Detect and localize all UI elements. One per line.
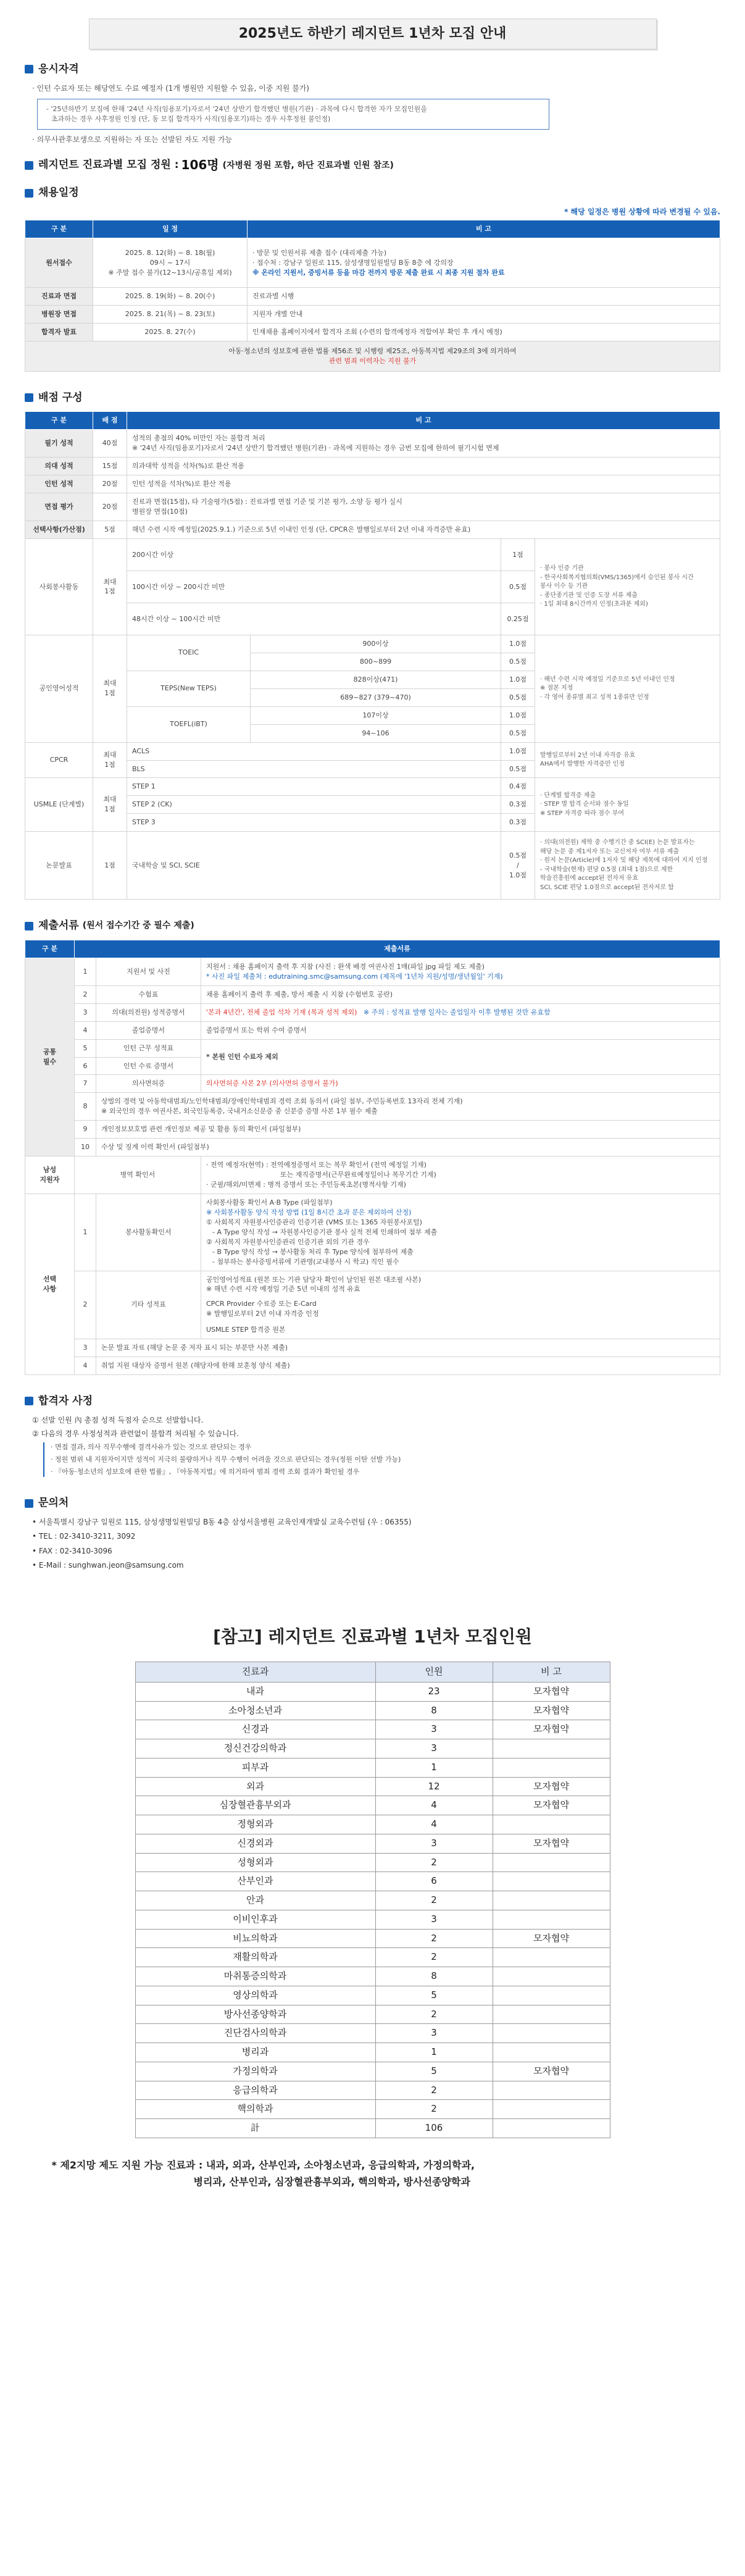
department-note: 모자협약 [493,1796,610,1815]
table-row: 9 개인정보보호법 관련 개인정보 제공 및 활용 동의 확인서 (파일첨부) [25,1121,720,1139]
table-row [135,1682,610,1701]
table-row [135,1758,610,1777]
table-row [135,2024,610,2043]
department-name: 영상의학과 [135,1986,375,2005]
notice-box [37,99,549,130]
schedule-note: * 해당 일정은 병원 상황에 따라 변경될 수 있음. [564,207,720,216]
table-header: 구 분 [25,220,93,238]
department-note [493,1853,610,1872]
table-row [135,2005,610,2024]
table-row: 남성 지원자 병역 확인서 · 전역 예정자(현역) : 전역예정증명서 또는 복무 확인서 (전역 예정일 기재) 또는 재직증명서(근무완료예정일이나 복무기간 기재) · 군필/해외/미면제 : 병적 증명서 또는 주민등록초본(병적사항 기재) [25,1156,720,1194]
table-row: USMLE (단계별) 최대 1점 STEP 1 0.4점 · 단계별 합격증 제출 · STEP 별 합격 순서와 점수 동일 ※ STEP 자격증 따라 점수 부여 [25,778,720,796]
contact-email[interactable]: • E-Mail : sunghwan.jeon@samsung.com [32,1560,720,1571]
table-row [135,1910,610,1929]
section-heading: 배점 구성 [38,391,83,404]
table-row [135,1796,610,1815]
section-heading: 합격자 사정 [38,1395,93,1408]
department-note [493,2081,610,2100]
department-name: 재활의학과 [135,1948,375,1967]
table-row: 병원장 면접 2025. 8. 21(목) ~ 8. 23(토) 지원자 개별 안내 [25,306,720,324]
table-row: 선택 사항 1 봉사활동확인서 사회봉사활동 확인서 A·B Type (파일첨부) ※ 사회봉사활동 양식 작성 방법 (1일 8시간 초과 분은 제외하여 산정) ① 사회복지 자원봉사인증관리 인증기관 (VMS 또는 1365 자원봉사포털) - A Type 양식 작성 → 자원봉사인증기관 봉사 실적 전체 인쇄하여 첨부 제출 ② 사회복지 자원봉사인증관리 인증기관 외의 기관 경우 - B Type 양식 작성 → 봉사활동 처리 후 Type 양식에 첨부하여 제출 - 첨부하는 봉사증빙서류에 기관명(교내봉사 시 학교) 직인 필수 [25,1194,720,1271]
department-note [493,1948,610,1967]
department-note: 모자협약 [493,1929,610,1948]
department-count: 4 [375,1815,493,1834]
reference-title: [참고] 레지던트 진료과별 1년차 모집인원 [213,1626,532,1647]
department-count: 3 [375,2024,493,2043]
department-note [493,1967,610,1986]
documents-section: 제출서류 (원서 접수기간 중 필수 제출) 구 분 제출서류 공통 필수 1 지원서 및 사진 지원서 : 채용 홈페이지 출력 후 지참 (사진 : 완색 배경 여권사진 1매(파일 jpg 파일 제도 제출) * 사진 파일 제출처 : edutraining.smc@samsung.com (제목에 '1년차 지원/성명/생년월일' 기재) 2 수험표 채용 홈페이지 출력 후 제출, 방서 제출 시 지참 (수험번호 공란) 3 의대(의전원) 성적증명서 '본과 4년간', 전체 졸업 석차 기재 (복과 성적 제외) ※ 주의 : 성적표 발행 일자는 졸업일자 이후 발행된 것만 유효함 4 졸업증명서 졸업증명서 또는 학위 수여 증명서 5 인턴 근무 성적표 * 본원 인턴 수료자 제외 6 인턴 수료 증명서 7 의사면허증 의사면허증 사본 2부 (의사면허 증명서 불가) 8 상벌의 경력 및 아동학대범죄/노인학대범죄/장애인학대범죄 경력 조회 동의서 (파일 첨부, 주민등록번호 13자리 전체 기재) ※ 외국인의 경우 여권사본, 외국인등록증, 국내거소신문증 중 신분증 증명 사본 1부 필수 제출 9 개인정보보호법 관련 개인정보 제공 및 활용 동의 확인서 (파일첨부) 10 수상 및 징계 이력 확인서 (파일첨부) 남성 지원자 병역 확인서 · 전역 예정자(현역) : 전역예정증명서 또는 복무 확인서 (전역 예정일 기재) 또는 재직증명서(근무완료예정일이나 복무기간 기재) · 군필/해외/미면제 : 병적 증명서 또는 주민등록초본(병적사항 기재) 선택 사항 1 봉사활동확인서 사회봉사활동 확인서 A·B Type (파일첨부) ※ 사회봉사활동 양식 작성 방법 (1일 8시간 초과 분은 제외하여 산정) ① 사회복지 자원봉사인증관리 인증기관 (VMS 또는 1365 자원봉사포털) - A Type 양식 작성 → 자원봉사인증기관 봉사 실적 전체 인쇄하여 첨부 제출 ② 사회복지 자원봉사인증관리 인증기관 외의 기관 경우 - B Type 양식 작성 → 봉사활동 처리 후 Type 양식에 첨부하여 제출 - 첨부하는 봉사증빙서류에 기관명(교내봉사 시 학교) 직인 필수 2 기타 성적표 공인영어성적표 (원본 또는 기관 담당자 확인이 날인된 원본 대조필 사본) ※ 해년 수련 시작 예정일 기준 5년 이내의 성적 유효 CPCR Provider 수료증 또는 E-Card ※ 발행일로부터 2년 이내 자격증 인정 USMLE STEP 합격증 원본 3 논문 발표 자료 (해당 논문 중 저자 표시 되는 부분만 사본 제출) 4 취업 지원 대상자 증명서 원본 (해당자에 한해 보훈청 양식 제출) [25,918,720,1375]
department-name: 피부과 [135,1758,375,1777]
department-name: 핵의학과 [135,2100,375,2119]
department-note: 모자협약 [493,1682,610,1701]
quota-note: (자병원 정원 포함, 하단 진료과별 인원 참조) [222,160,394,170]
department-count: 8 [375,1967,493,1986]
department-name: 외과 [135,1777,375,1796]
department-name: 진단검사의학과 [135,2024,375,2043]
table-row [135,2062,610,2081]
qualification-bullet: · 인턴 수료자 또는 해당연도 수료 예정자 (1개 병원만 지원할 수 있음, 이중 지원 불가) [32,83,720,94]
department-note [493,1758,610,1777]
table-row: 6 인턴 수료 증명서 [25,1057,720,1075]
table-row: 합격자 발표 2025. 8. 27(수) 인재채용 홈페이지에서 합격자 조회 (수련의 합격예정자 적합여부 확인 후 개시 예정) [25,324,720,341]
contact-address: • 서울특별시 강남구 일원로 115, 삼성생명일원빌딩 B동 4층 삼성서울병원 교육인재개발실 교육수련팀 (우 : 06355) [32,1517,720,1528]
department-count: 5 [375,2062,493,2081]
department-note [493,2119,610,2138]
table-row [135,2081,610,2100]
scoring-table: 구 분 배 점 비 고 필기 성적 40점 성적의 총점의 40% 미만인 자는 불합격 처리 ※ '24년 사직(임용포기)자로서 '24년 상반기 합격했던 병원(기관) · 과목에 지원하는 경우 금번 모집에 한하여 필기시험 면제 의대 성적 15점 의과대학 성적을 석차(%)로 환산 적용 인턴 성적 20점 인턴 성적을 석차(%)로 환산 적용 면접 평가 20점 진료과 면접(15점), 타 기술평가(5점) : 진료과별 면접 기준 및 기본 평가, 소양 등 평가 실시 병원장 면접(10점) 선택사항(가산점) 5점 해년 수련 시작 예정일(2025.9.1.) 기준으로 5년 이내인 인정 (단, CPCR은 발행일로부터 2년 이내 자격증만 유효) 사회봉사활동 최대 1점 200시간 이상 1점 · 봉사 인증 기관 - 한국사회복지협의회(VMS/1365)에서 승인된 봉사 시간 봉사 이수 등 기관 - 종단종기관 및 인증 도장 서류 제출 · 1일 최대 8시간까지 인정(초과분 제외) 100시간 이상 ~ 200시간 미만 0.5점 48시간 이상 ~ 100시간 미만 0.25점 공인영어성적 최대 1점 TOEIC 900이상 1.0점 · 해년 수련 시작 예정일 기준으로 5년 이내인 인정 ※ 점본 지정 · 각 영어 종류별 최고 성적 1종류만 인정 800~899 0.5점 TEPS(New TEPS) 828이상(471) 1.0점 689~827 (379~470) 0.5점 TOEFL(iBT) 107이상 1.0점 94~106 0.5점 CPCR 최대 1점 ACLS 1.0점 발행일로부터 2년 이내 자격증 유효 AHA에서 발행한 자격증만 인정 BLS 0.5점 USMLE (단계별) 최대 1점 STEP 1 0.4점 · 단계별 합격증 제출 · STEP 별 합격 순서와 점수 동일 ※ STEP 자격증 따라 점수 부여 STEP 2 (CK) 0.3점 STEP 3 0.3점 논문발표 1점 국내학술 및 SCI, SCIE 0.5점 / 1.0점 · 의대(의전원) 제학 중 수행기간 중 SCI(E) 논문 발표자는 해당 논문 중 제1저자 또는 교신저자 여부 서류 제출 · 원저 논문(Article)에 1저자 및 해당 제목에 대하여 지지 인정 - 국내학술(현재) 편당 0.5점 (최대 1점)으로 제한 학술진흥원에 accept된 전자저 유효 SCI, SCIE 편당 1.0점으로 accept된 전자저로 함 [25,411,720,900]
table-row [135,1872,610,1891]
section-marker-icon [25,1397,33,1405]
section-heading: 채용일정 [38,186,79,199]
section-marker-icon [25,189,33,198]
table-row: 의대 성적 15점 의과대학 성적을 석차(%)로 환산 적용 [25,458,720,475]
department-note: 모자협약 [493,2062,610,2081]
documents-table: 구 분 제출서류 공통 필수 1 지원서 및 사진 지원서 : 채용 홈페이지 출력 후 지참 (사진 : 완색 배경 여권사진 1매(파일 jpg 파일 제도 제출) * 사진 파일 제출처 : edutraining.smc@samsung.com (제목에 '1년차 지원/성명/생년월일' 기재) 2 수험표 채용 홈페이지 출력 후 제출, 방서 제출 시 지참 (수험번호 공란) 3 의대(의전원) 성적증명서 '본과 4년간', 전체 졸업 석차 기재 (복과 성적 제외) ※ 주의 : 성적표 발행 일자는 졸업일자 이후 발행된 것만 유효함 4 졸업증명서 졸업증명서 또는 학위 수여 증명서 5 인턴 근무 성적표 * 본원 인턴 수료자 제외 6 인턴 수료 증명서 7 의사면허증 의사면허증 사본 2부 (의사면허 증명서 불가) 8 상벌의 경력 및 아동학대범죄/노인학대범죄/장애인학대범죄 경력 조회 동의서 (파일 첨부, 주민등록번호 13자리 전체 기재) ※ 외국인의 경우 여권사본, 외국인등록증, 국내거소신문증 중 신분증 증명 사본 1부 필수 제출 9 개인정보보호법 관련 개인정보 제공 및 활용 동의 확인서 (파일첨부) 10 수상 및 징계 이력 확인서 (파일첨부) 남성 지원자 병역 확인서 · 전역 예정자(현역) : 전역예정증명서 또는 복무 확인서 (전역 예정일 기재) 또는 재직증명서(근무완료예정일이나 복무기간 기재) · 군필/해외/미면제 : 병적 증명서 또는 주민등록초본(병적사항 기재) 선택 사항 1 봉사활동확인서 사회봉사활동 확인서 A·B Type (파일첨부) ※ 사회봉사활동 양식 작성 방법 (1일 8시간 초과 분은 제외하여 산정) ① 사회복지 자원봉사인증관리 인증기관 (VMS 또는 1365 자원봉사포털) - A Type 양식 작성 → 자원봉사인증기관 봉사 실적 전체 인쇄하여 첨부 제출 ② 사회복지 자원봉사인증관리 인증기관 외의 기관 경우 - B Type 양식 작성 → 봉사활동 처리 후 Type 양식에 첨부하여 제출 - 첨부하는 봉사증빙서류에 기관명(교내봉사 시 학교) 직인 필수 2 기타 성적표 공인영어성적표 (원본 또는 기관 담당자 확인이 날인된 원본 대조필 사본) ※ 해년 수련 시작 예정일 기준 5년 이내의 성적 유효 CPCR Provider 수료증 또는 E-Card ※ 발행일로부터 2년 이내 자격증 인정 USMLE STEP 합격증 원본 3 논문 발표 자료 (해당 논문 중 저자 표시 되는 부분만 사본 제출) 4 취업 지원 대상자 증명서 원본 (해당자에 한해 보훈청 양식 제출) [25,940,720,1375]
department-count: 2 [375,1853,493,1872]
section-marker-icon [25,393,33,402]
table-header: 일 정 [93,220,248,238]
department-name: 가정의학과 [135,2062,375,2081]
department-count: 23 [375,1682,493,1701]
department-note [493,1872,610,1891]
department-count: 8 [375,1701,493,1720]
department-name: 내과 [135,1682,375,1701]
table-row: 원서접수 2025. 8. 12(화) ~ 8. 18(월) 09시 ~ 17시 ※ 주말 접수 불가(12~13시/공휴일 제외) · 방문 및 인원서류 제출 접수 (대리제출 가능) · 접수처 : 강남구 일원로 115, 삼성생명일원빌딩 B동 8층 에 강의장 ※ 온라인 지원서, 증빙서류 등을 마감 전까지 방문 제출 완료 시 최종 지원 절차 완료 [25,238,720,288]
notice-line: - '25년하반기 모집에 한해 '24년 사직(임용포기)자로서 '24년 상반기 합격했던 병원(기관) · 과목에 다시 합격한 자가 모집인원을 [46,104,427,113]
department-name: 안과 [135,1891,375,1910]
contact-list [25,1517,720,1571]
department-name: 정신건강의학과 [135,1739,375,1758]
table-row [135,1948,610,1967]
reference-table: 진료과 인원 비 고 내과 23 모자협약 소아청소년과 8 모자협약 신경과 3 모자협약 정신건강의학과 3 피부과 1 외과 12 모자협약 심장혈관흉부외과 4 모자협약 정형외과 4 신경외과 3 모자협약 성형외과 2 산부인과 6 안과 2 이비인후과 3 비뇨의학과 2 모자협약 재활의학과 2 마취통증의학과 8 영상의학과 5 방사선종양학과 2 진단검사의학과 3 병리과 1 가정의학과 5 모자협약 응급의학과 2 핵의학과 2 計 106 [135,1662,610,2138]
table-row: 선택사항(가산점) 5점 해년 수련 시작 예정일(2025.9.1.) 기준으로 5년 이내인 인정 (단, CPCR은 발행일로부터 2년 이내 자격증만 유효) [25,521,720,539]
table-row: 4 취업 지원 대상자 증명서 원본 (해당자에 한해 보훈청 양식 제출) [25,1357,720,1375]
department-note [493,2100,610,2119]
department-note [493,1986,610,2005]
section-heading: 레지던트 진료과별 모집 정원 : [38,159,179,172]
table-row: 인턴 성적 20점 인턴 성적을 석차(%)로 환산 적용 [25,475,720,493]
department-count: 3 [375,1720,493,1739]
section-marker-icon [25,65,33,73]
schedule-footnote: 아동·청소년의 성보호에 관한 법률 제56조 및 시행령 제25조, 아동복지법 제29조의 3에 의거하여 관련 범죄 이력자는 지원 불가 [25,341,720,372]
department-count: 2 [375,1929,493,1948]
table-row: 100시간 이상 ~ 200시간 미만 0.5점 [25,571,720,603]
department-note: 모자협약 [493,1720,610,1739]
page-title: 2025년도 하반기 레지던트 1년차 모집 안내 [89,19,657,49]
department-count: 12 [375,1777,493,1796]
table-row [135,1739,610,1758]
contact-section [25,1495,720,1571]
department-name: 산부인과 [135,1872,375,1891]
table-row: 논문발표 1점 국내학술 및 SCI, SCIE 0.5점 / 1.0점 · 의대(의전원) 제학 중 수행기간 중 SCI(E) 논문 발표자는 해당 논문 중 제1저자 또는 교신저자 여부 서류 제출 · 원저 논문(Article)에 1저자 및 해당 제목에 대하여 지지 인정 - 국내학술(현재) 편당 0.5점 (최대 1점)으로 제한 학술진흥원에 accept된 전자저 유효 SCI, SCIE 편당 1.0점으로 accept된 전자저로 함 [25,832,720,900]
department-count: 1 [375,1758,493,1777]
qualification-bullet: · 의무사관후보생으로 지원하는 자 또는 선발된 자도 지원 가능 [32,135,720,145]
table-row: CPCR 최대 1점 ACLS 1.0점 발행일로부터 2년 이내 자격증 유효 AHA에서 발행한 자격증만 인정 [25,742,720,760]
department-count: 3 [375,1910,493,1929]
table-row [135,1720,610,1739]
table-row [135,2100,610,2119]
department-note [493,2024,610,2043]
department-count: 3 [375,1834,493,1853]
section-heading: 제출서류 [38,919,79,932]
department-note [493,2043,610,2062]
contact-fax: • FAX : 02-3410-3096 [32,1546,720,1557]
table-row: 공통 필수 1 지원서 및 사진 지원서 : 채용 홈페이지 출력 후 지참 (사진 : 완색 배경 여권사진 1매(파일 jpg 파일 제도 제출) * 사진 파일 제출처 : edutraining.smc@samsung.com (제목에 '1년차 지원/성명/생년월일' 기재) [25,958,720,985]
department-note [493,1815,610,1834]
department-count: 6 [375,1872,493,1891]
department-name: 마취통증의학과 [135,1967,375,1986]
department-name: 성형외과 [135,1853,375,1872]
section-marker-icon [25,1499,33,1508]
department-name: 방사선종양학과 [135,2005,375,2024]
table-row [135,1929,610,1948]
department-name: 計 [135,2119,375,2138]
table-row: 사회봉사활동 최대 1점 200시간 이상 1점 · 봉사 인증 기관 - 한국사회복지협의회(VMS/1365)에서 승인된 봉사 시간 봉사 이수 등 기관 - 종단종기관 및 인증 도장 서류 제출 · 1일 최대 8시간까지 인정(초과분 제외) [25,538,720,571]
table-row: 7 의사면허증 의사면허증 사본 2부 (의사면허 증명서 불가) [25,1075,720,1093]
table-row [135,1853,610,1872]
table-row [135,1815,610,1834]
table-row: 5 인턴 근무 성적표 * 본원 인턴 수료자 제외 [25,1039,720,1057]
quota-section [25,156,720,174]
quota-count: 106명 [181,157,219,173]
section-marker-icon [25,922,33,930]
table-row: 10 수상 및 징계 이력 확인서 (파일첨부) [25,1139,720,1156]
table-row: 48시간 이상 ~ 100시간 미만 0.25점 [25,603,720,635]
department-count: 2 [375,2005,493,2024]
department-name: 이비인후과 [135,1910,375,1929]
table-row: 진료과 면접 2025. 8. 19(화) ~ 8. 20(수) 진료과별 시행 [25,288,720,306]
department-count: 4 [375,1796,493,1815]
section-marker-icon [25,161,33,170]
qualification-section [25,62,720,145]
pass-section: 합격자 사정 ① 선발 인원 內 총점 성적 득점자 순으로 선발합니다. ② 다음의 경우 사정성적과 관련없이 불합격 처리될 수 있습니다. · 면접 결과, 의사 직무수행에 결격사유가 있는 것으로 판단되는 경우 · 정원 범위 내 지원자이지만 성적이 지극히 불량하거나 직무 수행이 어려울 것으로 판단되는 경우(정원 이탄 선발 가능) · 『아동·청소년의 성보호에 관한 법률』, 『아동복지법』에 의거하여 범죄 경력 조회 결과가 확인될 경우 [25,1394,720,1477]
department-count: 106 [375,2119,493,2138]
department-note: 모자협약 [493,1701,610,1720]
department-name: 신경외과 [135,1834,375,1853]
department-count: 2 [375,1891,493,1910]
table-row [135,2043,610,2062]
department-count: 2 [375,2100,493,2119]
department-note [493,2005,610,2024]
department-name: 비뇨의학과 [135,1929,375,1948]
notice-line: 초과하는 경우 사후정원 인정 (단, 동 모집 합격자가 사직(임용포기)하는 경우 사후정원 불인정) [51,114,331,123]
department-count: 5 [375,1986,493,2005]
department-count: 1 [375,2043,493,2062]
department-note [493,1739,610,1758]
department-count: 3 [375,1739,493,1758]
department-count: 2 [375,2081,493,2100]
department-note: 모자협약 [493,1777,610,1796]
department-name: 심장혈관흉부외과 [135,1796,375,1815]
schedule-table [25,220,720,341]
table-row: 2 수험표 채용 홈페이지 출력 후 제출, 방서 제출 시 지참 (수험번호 공란) [25,985,720,1003]
department-name: 정형외과 [135,1815,375,1834]
section-heading: 문의처 [38,1497,69,1510]
table-row [135,1834,610,1853]
table-row: 4 졸업증명서 졸업증명서 또는 학위 수여 증명서 [25,1021,720,1039]
table-row [135,1777,610,1796]
department-note: 모자협약 [493,1834,610,1853]
table-row [135,1986,610,2005]
table-row: 8 상벌의 경력 및 아동학대범죄/노인학대범죄/장애인학대범죄 경력 조회 동의서 (파일 첨부, 주민등록번호 13자리 전체 기재) ※ 외국인의 경우 여권사본, 외국인등록증, 국내거소신문증 중 신분증 증명 사본 1부 필수 제출 [25,1093,720,1121]
reference-footnote: * 제2지망 제도 지원 가능 진료과 : 내과, 외과, 산부인과, 소아청소년과, 응급의학과, 가정의학과, 병리과, 산부인과, 심장혈관흉부외과, 핵의학과, 방사선종양학과 [51,2159,475,2188]
table-row: 3 논문 발표 자료 (해당 논문 중 저자 표시 되는 부분만 사본 제출) [25,1339,720,1357]
table-row [135,1967,610,1986]
table-row: 공인영어성적 최대 1점 TOEIC 900이상 1.0점 · 해년 수련 시작 예정일 기준으로 5년 이내인 인정 ※ 점본 지정 · 각 영어 종류별 최고 성적 1종류만 인정 [25,635,720,653]
table-row [135,1701,610,1720]
pass-conditions: · 면접 결과, 의사 직무수행에 결격사유가 있는 것으로 판단되는 경우 · 정원 범위 내 지원자이지만 성적이 지극히 불량하거나 직무 수행이 어려울 것으로 판단되는 경우(정원 이탄 선발 가능) · 『아동·청소년의 성보호에 관한 법률』, 『아동복지법』에 의거하여 범죄 경력 조회 결과가 확인될 경우 [43,1442,720,1477]
section-heading: 응시자격 [38,62,79,75]
table-row [135,2119,610,2138]
department-count: 2 [375,1948,493,1967]
table-row: 2 기타 성적표 공인영어성적표 (원본 또는 기관 담당자 확인이 날인된 원본 대조필 사본) ※ 해년 수련 시작 예정일 기준 5년 이내의 성적 유효 CPCR Provider 수료증 또는 E-Card ※ 발행일로부터 2년 이내 자격증 인정 USMLE STEP 합격증 원본 [25,1271,720,1339]
department-name: 병리과 [135,2043,375,2062]
department-name: 신경과 [135,1720,375,1739]
table-header: 비 고 [248,220,720,238]
table-row: 면접 평가 20점 진료과 면접(15점), 타 기술평가(5점) : 진료과별 면접 기준 및 기본 평가, 소양 등 평가 실시 병원장 면접(10점) [25,493,720,521]
schedule-section [25,185,720,372]
table-row [135,1891,610,1910]
department-name: 소아청소년과 [135,1701,375,1720]
table-row: 3 의대(의전원) 성적증명서 '본과 4년간', 전체 졸업 석차 기재 (복과 성적 제외) ※ 주의 : 성적표 발행 일자는 졸업일자 이후 발행된 것만 유효함 [25,1003,720,1021]
scoring-section [25,390,720,900]
contact-tel: • TEL : 02-3410-3211, 3092 [32,1531,720,1542]
table-row: 필기 성적 40점 성적의 총점의 40% 미만인 자는 불합격 처리 ※ '24년 사직(임용포기)자로서 '24년 상반기 합격했던 병원(기관) · 과목에 지원하는 경우 금번 모집에 한하여 필기시험 면제 [25,430,720,458]
department-note [493,1910,610,1929]
department-note [493,1891,610,1910]
department-name: 응급의학과 [135,2081,375,2100]
